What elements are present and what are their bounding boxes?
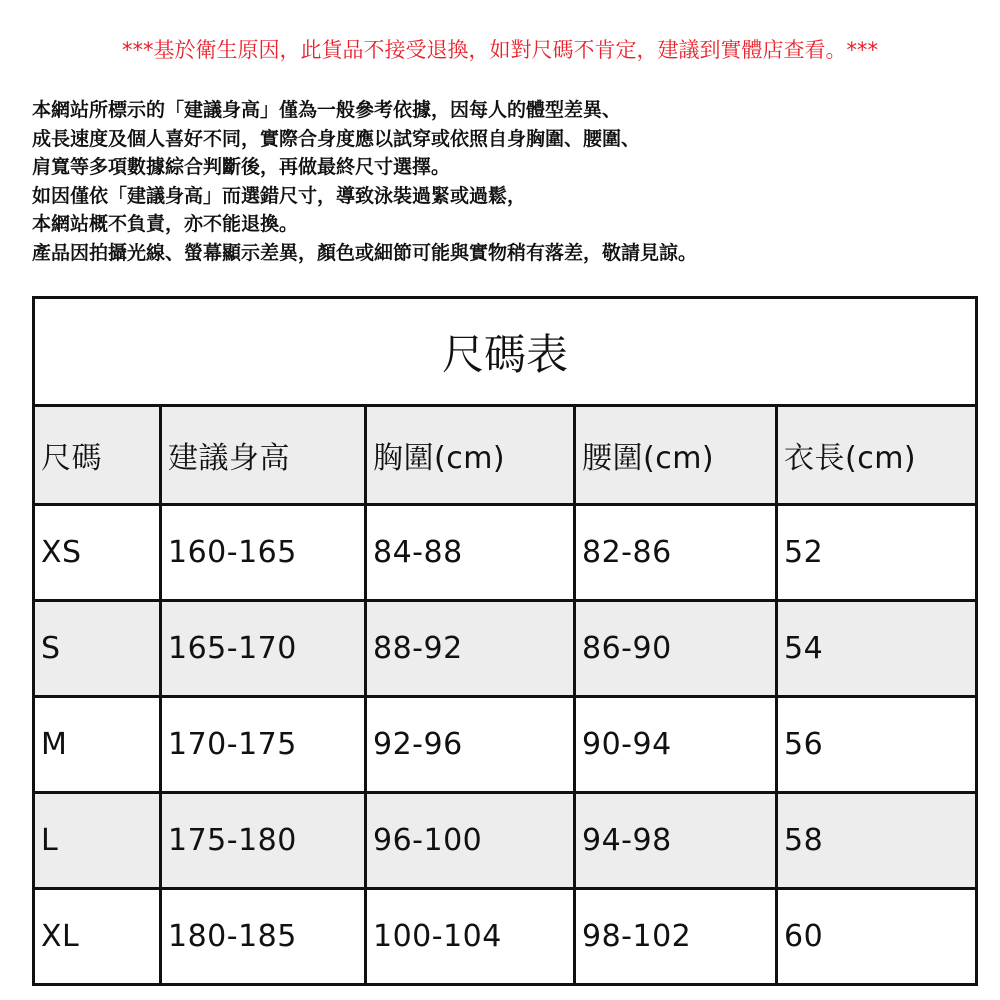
table-header-cell: 建議身高 xyxy=(162,407,367,506)
table-cell: 84-88 xyxy=(367,506,576,602)
table-cell: 90-94 xyxy=(576,698,778,794)
table-cell: 58 xyxy=(778,794,975,890)
size-chart-title: 尺碼表 xyxy=(35,299,975,407)
table-header-cell: 尺碼 xyxy=(35,407,162,506)
table-cell: XL xyxy=(35,890,162,983)
table-header-cell: 衣長(cm) xyxy=(778,407,975,506)
table-cell: 170-175 xyxy=(162,698,367,794)
table-cell: 52 xyxy=(778,506,975,602)
table-cell: 175-180 xyxy=(162,794,367,890)
note-line: 本網站概不負責，亦不能退換。 xyxy=(32,213,299,236)
note-line: 如因僅依「建議身高」而選錯尺寸，導致泳裝過緊或過鬆， xyxy=(32,184,527,207)
table-cell: 54 xyxy=(778,602,975,698)
table-cell: 60 xyxy=(778,890,975,983)
note-line: 產品因拍攝光線、螢幕顯示差異，顏色或細節可能與實物稍有落差，敬請見諒。 xyxy=(32,241,698,264)
size-notes xyxy=(32,96,992,268)
table-cell: S xyxy=(35,602,162,698)
table-cell: 86-90 xyxy=(576,602,778,698)
table-cell: 94-98 xyxy=(576,794,778,890)
size-chart-grid xyxy=(35,407,975,983)
size-chart xyxy=(32,296,978,986)
table-cell: 165-170 xyxy=(162,602,367,698)
table-header-cell: 胸圍(cm) xyxy=(367,407,576,506)
table-cell: XS xyxy=(35,506,162,602)
table-header-cell: 腰圍(cm) xyxy=(576,407,778,506)
table-cell: 180-185 xyxy=(162,890,367,983)
table-cell: 88-92 xyxy=(367,602,576,698)
table-cell: L xyxy=(35,794,162,890)
table-cell: 56 xyxy=(778,698,975,794)
table-cell: 100-104 xyxy=(367,890,576,983)
note-line: 本網站所標示的「建議身高」僅為一般參考依據，因每人的體型差異、 xyxy=(32,99,622,121)
table-cell: 82-86 xyxy=(576,506,778,602)
table-cell: 160-165 xyxy=(162,506,367,602)
table-cell: 98-102 xyxy=(576,890,778,983)
hygiene-warning: ***基於衛生原因，此貨品不接受退換，如對尺碼不肯定，建議到實體店查看。*** xyxy=(122,38,878,62)
table-cell: 96-100 xyxy=(367,794,576,890)
table-cell: 92-96 xyxy=(367,698,576,794)
note-line: 成長速度及個人喜好不同，實際合身度應以試穿或依照自身胸圍、腰圍、 xyxy=(32,127,641,150)
table-cell: M xyxy=(35,698,162,794)
note-line: 肩寬等多項數據綜合判斷後，再做最終尺寸選擇。 xyxy=(32,156,451,179)
